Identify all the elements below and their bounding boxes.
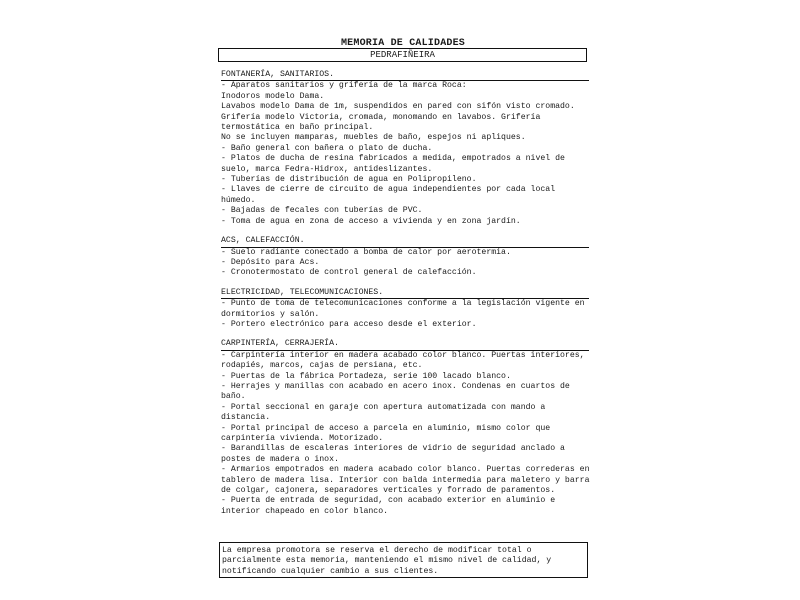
- disclaimer-line: notificando cualquier cambio a sus clientes.: [222, 566, 439, 576]
- body-line: - Puertas de la fábrica Portadeza, serie 100 lacado blanco.: [221, 371, 511, 381]
- body-line: - Cronotermostato de control general de calefacción.: [221, 268, 477, 278]
- body-line: - Baño general con bañera o plato de ducha.: [221, 143, 433, 153]
- body-line: No se incluyen mamparas, muebles de baño, espejos ni apliques.: [221, 133, 526, 143]
- body-line: rodapiés, marcos, cajas de persiana, etc.: [221, 361, 423, 371]
- body-line: dormitorios y salón.: [221, 309, 320, 319]
- body-line: termostática en baño principal.: [221, 123, 374, 133]
- disclaimer-box: [219, 542, 588, 578]
- document-title: MEMORIA DE CALIDADES: [340, 38, 466, 49]
- body-line: - Punto de toma de telecomunicaciones conforme a la legislación vigente en: [221, 299, 585, 309]
- body-line: tablero de madera lisa. Interior con balda intermedia para maletero y barra: [221, 475, 590, 485]
- section-electricity: [221, 288, 593, 331]
- body-line: - Herrajes y manillas con acabado en acero inox. Condenas en cuartos de: [221, 381, 570, 391]
- body-line: distancia.: [221, 413, 271, 423]
- body-line: postes de madera o inox.: [221, 454, 339, 464]
- section-carpentry: [221, 339, 593, 517]
- project-name: PEDRAFIÑEIRA: [370, 50, 435, 60]
- body-line: - Carpintería interior en madera acabado color blanco. Puertas interiores,: [221, 350, 585, 360]
- body-line: - Portal seccional en garaje con apertura automatizada con mando a: [221, 402, 546, 412]
- body-line: baño.: [221, 392, 246, 402]
- body-line: - Bajadas de fecales con tuberías de PVC.: [221, 206, 423, 216]
- body-line: interior chapeado en color blanco.: [221, 506, 389, 516]
- body-line: - Portal principal de acceso a parcela en aluminio, mismo color que: [221, 423, 551, 433]
- body-line: - Platos de ducha de resina fabricados a medida, empotrados a nivel de: [221, 154, 565, 164]
- disclaimer-line: parcialmente esta memoria, manteniendo el mismo nivel de calidad, y: [222, 556, 552, 566]
- body-line: - Portero electrónico para acceso desde el exterior.: [221, 319, 477, 329]
- section-header-electricity: ELECTRICIDAD, TELECOMUNICACIONES.: [221, 288, 589, 299]
- body-line: húmedo.: [221, 195, 256, 205]
- body-line: - Armarios empotrados en madera acabado color blanco. Puertas correderas en: [221, 465, 590, 475]
- body-line: suelo, marca Fedra-Hidrox, antideslizantes.: [221, 164, 433, 174]
- body-line: - Suelo radiante conectado a bomba de calor por aerotermia.: [221, 247, 511, 257]
- body-line: - Llaves de cierre de circuito de agua independientes por cada local: [221, 185, 556, 195]
- document-body: [221, 66, 593, 526]
- body-line: - Tuberías de distribución de agua en Polipropileno.: [221, 175, 477, 185]
- body-line: Grifería modelo Victoria, cromada, monomando en lavabos. Grifería: [221, 112, 541, 122]
- body-line: Lavabos modelo Dama de 1m, suspendidos en pared con sifón visto cromado.: [221, 102, 575, 112]
- section-header-plumbing: FONTANERÍA, SANITARIOS.: [221, 70, 589, 81]
- project-name-box: [218, 48, 587, 62]
- body-line: - Barandillas de escaleras interiores de vidrio de seguridad anclado a: [221, 444, 565, 454]
- section-header-carpentry: CARPINTERÍA, CERRAJERÍA.: [221, 339, 589, 350]
- section-heating: [221, 236, 593, 279]
- body-line: - Depósito para Acs.: [221, 257, 320, 267]
- body-line: Inodoros modelo Dama.: [221, 91, 325, 101]
- body-line: carpintería vivienda. Motorizado.: [221, 434, 384, 443]
- body-line: de colgar, cajonera, separadores verticales y forrado de paramentos.: [221, 486, 556, 496]
- body-line: - Puerta de entrada de seguridad, con acabado exterior en aluminio e: [221, 496, 556, 506]
- section-plumbing: [221, 70, 593, 227]
- disclaimer-line: La empresa promotora se reserva el derecho de modificar total o: [222, 546, 532, 555]
- body-line: - Aparatos sanitarios y grifería de la marca Roca:: [221, 81, 467, 91]
- section-header-heating: ACS, CALEFACCIÓN.: [221, 236, 589, 247]
- body-line: - Toma de agua en zona de acceso a vivienda y en zona jardín.: [221, 216, 521, 226]
